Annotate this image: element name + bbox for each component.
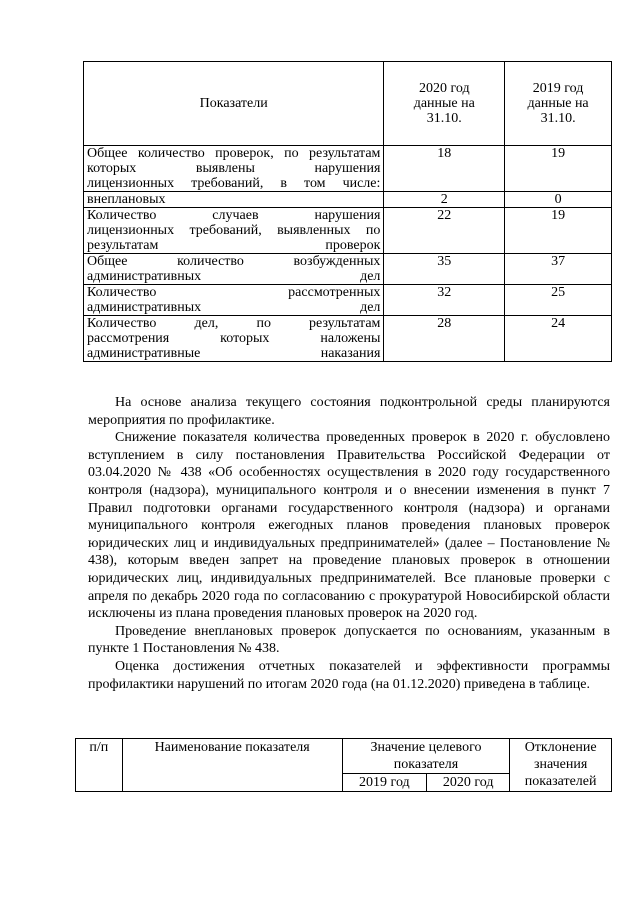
paragraph: Проведение внеплановых проверок допускается по основаниям, указанным в пункте 1 Постановления № 438. — [88, 623, 610, 657]
performance-table — [75, 738, 612, 792]
row-label — [84, 146, 384, 192]
paragraph: Снижение показателя количества проведенных проверок в 2020 г. обусловлено вступлением в силу постановления Правительства Российской Федерации от 03.04.2020 № 438 «Об особенностях осуществления в 2020 году государственного контроля (надзора), муниципального контроля и о внесении изменения в пункт 7 Правил подготовки органами государственного контроля (надзора) и органами муниципального контроля ежегодных планов проведения плановых проверок юридических лиц и индивидуальных предпринимателей» (далее – Постановление № 438), которым введен запрет на проведение плановых проверок в отношении юридических лиц, индивидуальных предпринимателей. Все плановые проверки с апреля по декабрь 2020 года по согласованию с прокуратурой Новосибирской области исключены из плана проведения плановых проверок на 2020 год. — [88, 430, 610, 622]
table-row — [84, 208, 612, 254]
row-value-2020: 2 — [384, 192, 505, 208]
row-label — [84, 254, 384, 285]
header-2020-line: 31.10. — [426, 111, 462, 126]
header-indicators — [84, 62, 384, 146]
header-target-value — [342, 739, 510, 774]
row-label-line: административных дел — [87, 269, 381, 284]
row-label-line: Количество случаев нарушения — [87, 208, 381, 223]
row-label-line: лицензионных требований, в том числе: — [87, 176, 381, 191]
row-label — [84, 316, 384, 362]
row-label-line: внеплановых — [87, 192, 166, 207]
header-deviation-line: значения — [533, 757, 588, 772]
row-label-line: результатам проверок — [87, 238, 381, 253]
header-2019-line: данные на — [527, 96, 589, 111]
header-year-2019: 2019 год — [342, 774, 426, 792]
header-2020-line: данные на — [413, 96, 475, 111]
row-label — [84, 208, 384, 254]
row-value-2019: 19 — [505, 208, 612, 254]
header-deviation — [510, 739, 612, 792]
header-2019-line: 31.10. — [540, 111, 576, 126]
header-2020 — [384, 62, 505, 146]
header-target-line: показателя — [393, 757, 459, 772]
row-value-2019: 37 — [505, 254, 612, 285]
row-label-line: Общее количество проверок, по результатам — [87, 146, 381, 161]
table-row — [84, 192, 612, 208]
table-header-row — [84, 62, 612, 146]
row-value-2020: 18 — [384, 146, 505, 192]
table-row — [84, 146, 612, 192]
row-value-2020: 28 — [384, 316, 505, 362]
body-text — [88, 394, 610, 693]
indicators-table — [83, 61, 612, 362]
row-label-line: Количество рассмотренных — [87, 285, 381, 300]
table-row — [84, 285, 612, 316]
table-row — [84, 254, 612, 285]
row-label-line: лицензионных требований, выявленных по — [87, 223, 381, 238]
header-target-line: Значение целевого — [370, 740, 482, 755]
row-value-2019: 24 — [505, 316, 612, 362]
header-deviation-line: Отклонение — [524, 740, 597, 755]
table-row — [84, 316, 612, 362]
header-number: п/п — [76, 739, 123, 792]
row-label-line: рассмотрения которых наложены — [87, 331, 381, 346]
header-deviation-line: показателей — [524, 774, 597, 789]
row-label-line: административные наказания — [87, 346, 381, 361]
header-year-2020: 2020 год — [427, 774, 510, 792]
row-label-line: административных дел — [87, 300, 381, 315]
table-header-row — [76, 739, 612, 774]
row-value-2019: 19 — [505, 146, 612, 192]
header-2020-line: 2020 год — [418, 81, 470, 96]
row-value-2020: 32 — [384, 285, 505, 316]
header-2019 — [505, 62, 612, 146]
row-value-2019: 25 — [505, 285, 612, 316]
row-label-line: Количество дел, по результатам — [87, 316, 381, 331]
paragraph: Оценка достижения отчетных показателей и эффективности программы профилактики нарушений по итогам 2020 года (на 01.12.2020) приведена в таблице. — [88, 658, 610, 692]
header-indicators-text: Показатели — [199, 96, 268, 111]
row-value-2020: 35 — [384, 254, 505, 285]
row-label-line: Общее количество возбужденных — [87, 254, 381, 269]
row-label — [84, 192, 384, 208]
header-indicator-name: Наименование показателя — [122, 739, 342, 792]
row-value-2019: 0 — [505, 192, 612, 208]
row-label-line: которых выявлены нарушения — [87, 161, 381, 176]
row-label — [84, 285, 384, 316]
header-2019-line: 2019 год — [532, 81, 584, 96]
row-value-2020: 22 — [384, 208, 505, 254]
paragraph: На основе анализа текущего состояния подконтрольной среды планируются мероприятия по профилактике. — [88, 395, 610, 428]
